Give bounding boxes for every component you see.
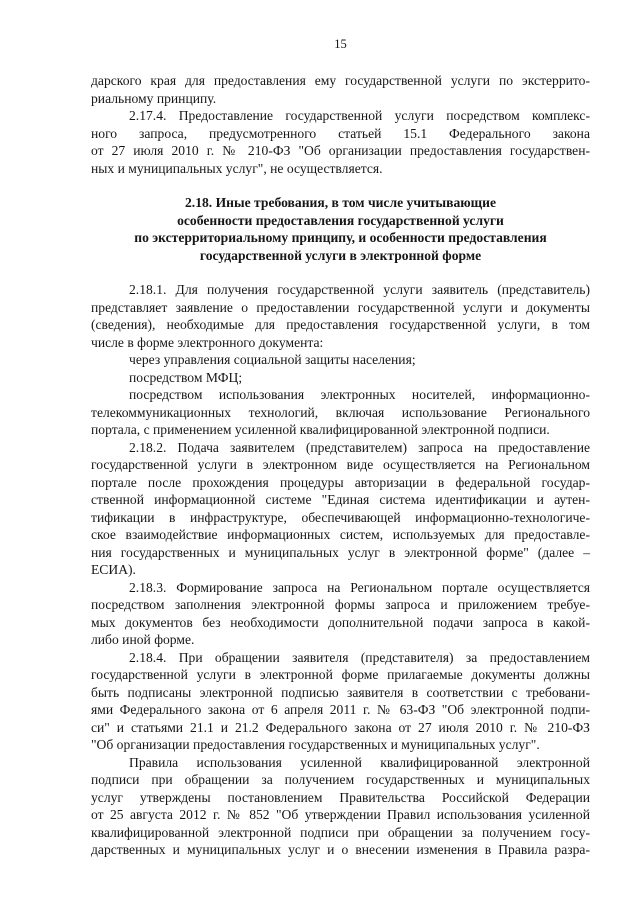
- heading-line: по экстерриториальному принципу, и особенности предоставления: [134, 230, 547, 245]
- paragraph: [91, 281, 590, 351]
- text-line: посредством использования электронных носителей, информационно-: [129, 387, 590, 402]
- text-line: мых документов без необходимости дополнительной подачи запроса в какой-: [91, 614, 590, 630]
- paragraph: [91, 439, 590, 579]
- text-line: ного запроса, предусмотренного статьей 15.1 Федерального закона: [91, 125, 590, 141]
- text-line: портала, с применением усиленной квалифицированной электронной подписи.: [91, 422, 550, 437]
- text-line: риальному принципу.: [91, 90, 217, 106]
- heading-line: государственной услуги в электронной форме: [199, 247, 482, 263]
- text-line: ское взаимодействие информационных систем, используемых для предоставле-: [91, 527, 590, 542]
- paragraph: [91, 386, 590, 439]
- text-line: посредством заполнения электронной формы запроса и приложением требуе-: [91, 597, 590, 612]
- text-line: 2.18.4. При обращении заявителя (представителя) за предоставлением: [129, 649, 590, 665]
- text-line: телекоммуникационных технологий, включая использование Регионального: [91, 404, 590, 420]
- text-line: Правила использования усиленной квалифицированной электронной: [129, 754, 590, 770]
- text-line: ственной информационной системе "Единая система идентификации и аутен-: [91, 492, 590, 507]
- paragraph: [91, 579, 590, 649]
- text-line: через управления социальной защиты населения;: [129, 352, 416, 367]
- text-line: ных и муниципальных услуг", не осуществляется.: [91, 160, 383, 176]
- text-line: услуг утверждены постановлением Правительства Российской Федерации: [91, 789, 590, 805]
- section-2-18-body: [91, 281, 590, 859]
- text-line: портале после прохождения процедуры авторизации в федеральной государ-: [91, 474, 590, 490]
- paragraph: [91, 107, 590, 177]
- text-line: государственной услуги в электронной форме прилагаемые документы должны: [91, 667, 590, 682]
- text-line: представляет заявление о предоставлении государственной услуги и документы: [91, 299, 590, 315]
- text-line: квалифицированной электронной подписи при обращении за получением госу-: [91, 824, 590, 840]
- text-line: ЕСИА).: [91, 562, 136, 577]
- text-line: 2.18.2. Подача заявителем (представителем) запроса на предоставление: [129, 439, 590, 455]
- text-line: тификации в инфраструктуре, обеспечивающей информационно-технологиче-: [91, 509, 590, 525]
- text-line: дарственных и муниципальных услуг и о внесении изменения в Правила разра-: [91, 842, 590, 857]
- text-line: ния государственных и муниципальных услуг в электронной форме" (далее –: [91, 544, 590, 560]
- text-line: "Об организации предоставления государственных и муниципальных услуг".: [91, 737, 540, 752]
- heading-line: 2.18. Иные требования, в том числе учитывающие: [185, 195, 496, 210]
- text-line: 2.17.4. Предоставление государственной услуги посредством комплекс-: [129, 108, 590, 123]
- text-line: государственной услуги в электронном виде осуществляется на Региональном: [91, 457, 590, 472]
- text-line: посредством МФЦ;: [129, 369, 243, 385]
- text-line: подписи при обращении за получением государственных и муниципальных: [91, 772, 590, 787]
- text-line: от 25 августа 2012 г. № 852 "Об утверждении Правил использования усиленной: [91, 807, 590, 822]
- text-line: (сведения), необходимые для предоставления государственной услуги, в том: [91, 317, 590, 332]
- text-line: числе в форме электронного документа:: [91, 334, 324, 350]
- text-line: си" и статьями 21.1 и 21.2 Федерального закона от 27 июля 2010 г. № 210-ФЗ: [91, 719, 590, 735]
- text-line: 2.18.3. Формирование запроса на Региональном портале осуществляется: [129, 579, 590, 595]
- text-line: дарского края для предоставления ему государственной услуги по экстеррито-: [91, 73, 590, 88]
- text-line: либо иной форме.: [91, 632, 195, 647]
- page-number: 15: [334, 37, 347, 51]
- section-2-17-continuation: [91, 72, 590, 177]
- paragraph: [91, 754, 590, 859]
- paragraph: [91, 369, 590, 387]
- text-line: ями Федерального закона от 6 апреля 2011 г. № 63-ФЗ "Об электронной подпи-: [91, 702, 590, 717]
- paragraph: [91, 351, 590, 369]
- text-line: от 27 июля 2010 г. № 210-ФЗ "Об организации предоставления государствен-: [91, 143, 590, 158]
- paragraph: [91, 649, 590, 754]
- text-line: быть подписаны электронной подписью заявителя в соответствии с требовани-: [91, 684, 590, 700]
- text-line: 2.18.1. Для получения государственной услуги заявитель (представитель): [129, 282, 590, 297]
- section-heading-2-18: [91, 194, 590, 264]
- paragraph: [91, 72, 590, 107]
- heading-line: особенности предоставления государственной услуги: [177, 212, 504, 228]
